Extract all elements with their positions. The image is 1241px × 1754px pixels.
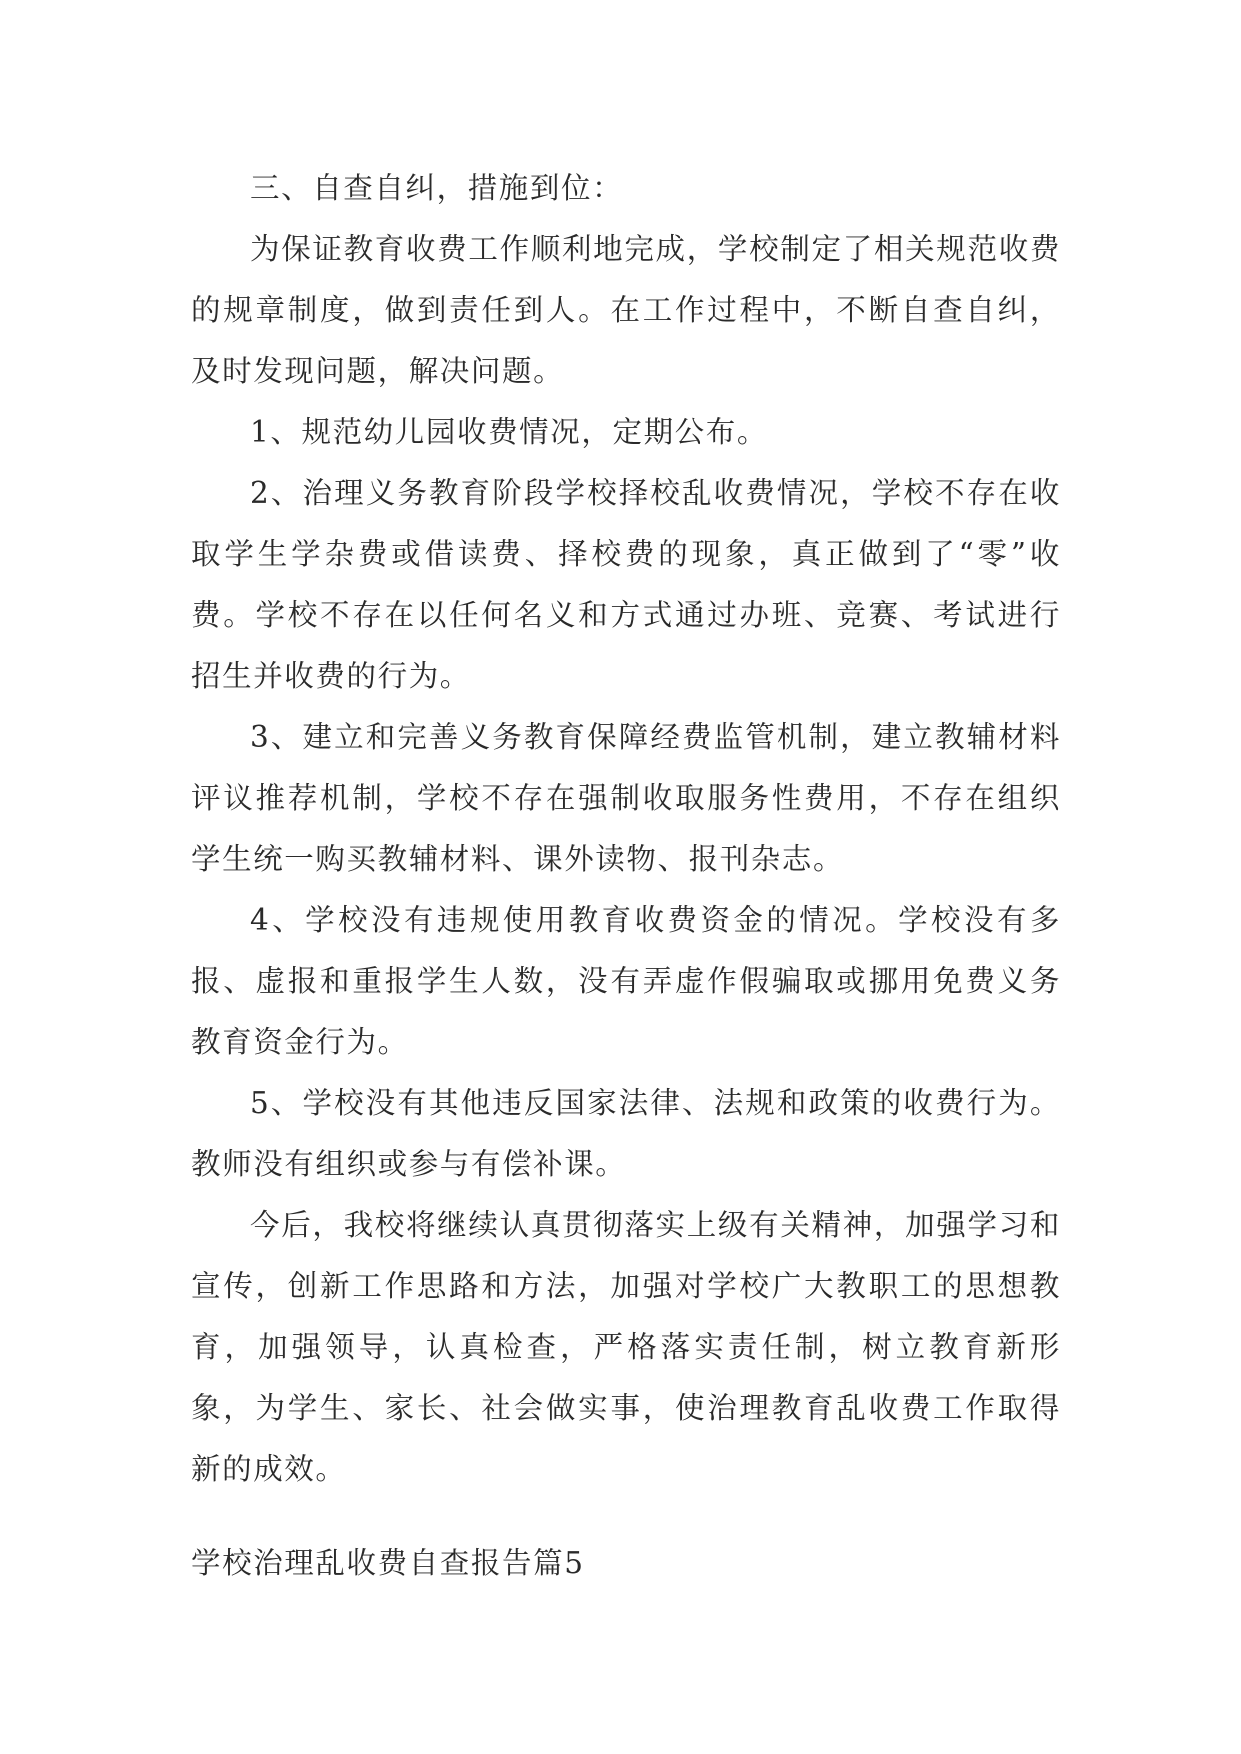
item-paragraph-5: 5、学校没有其他违反国家法律、法规和政策的收费行为。教师没有组织或参与有偿补课。 bbox=[191, 1086, 1061, 1181]
section-spacer bbox=[191, 1500, 1061, 1533]
item-paragraph-4: 4、学校没有违规使用教育收费资金的情况。学校没有多报、虚报和重报学生人数，没有弄虚作假骗取或挪用免费义务教育资金行为。 bbox=[191, 903, 1061, 1059]
next-section-title: 学校治理乱收费自查报告篇5 bbox=[191, 1546, 585, 1580]
item-paragraph-2: 2、治理义务教育阶段学校择校乱收费情况，学校不存在收取学生学杂费或借读费、择校费的现象，真正做到了“零”收费。学校不存在以任何名义和方式通过办班、竞赛、考试进行招生并收费的行为。 bbox=[191, 476, 1061, 693]
section-heading: 三、自查自纠，措施到位： bbox=[250, 171, 624, 205]
item-paragraph-3: 3、建立和完善义务教育保障经费监管机制，建立教辅材料评议推荐机制，学校不存在强制收取服务性费用，不存在组织学生统一购买教辅材料、课外读物、报刊杂志。 bbox=[191, 720, 1061, 876]
document-page bbox=[191, 158, 1061, 1594]
intro-paragraph: 为保证教育收费工作顺利地完成，学校制定了相关规范收费的规章制度，做到责任到人。在工作过程中，不断自查自纠，及时发现问题，解决问题。 bbox=[191, 232, 1061, 388]
conclusion-paragraph: 今后，我校将继续认真贯彻落实上级有关精神，加强学习和宣传，创新工作思路和方法，加强对学校广大教职工的思想教育，加强领导，认真检查，严格落实责任制，树立教育新形象，为学生、家长、社会做实事，使治理教育乱收费工作取得新的成效。 bbox=[191, 1208, 1061, 1486]
item-paragraph-1: 1、规范幼儿园收费情况，定期公布。 bbox=[250, 415, 768, 449]
